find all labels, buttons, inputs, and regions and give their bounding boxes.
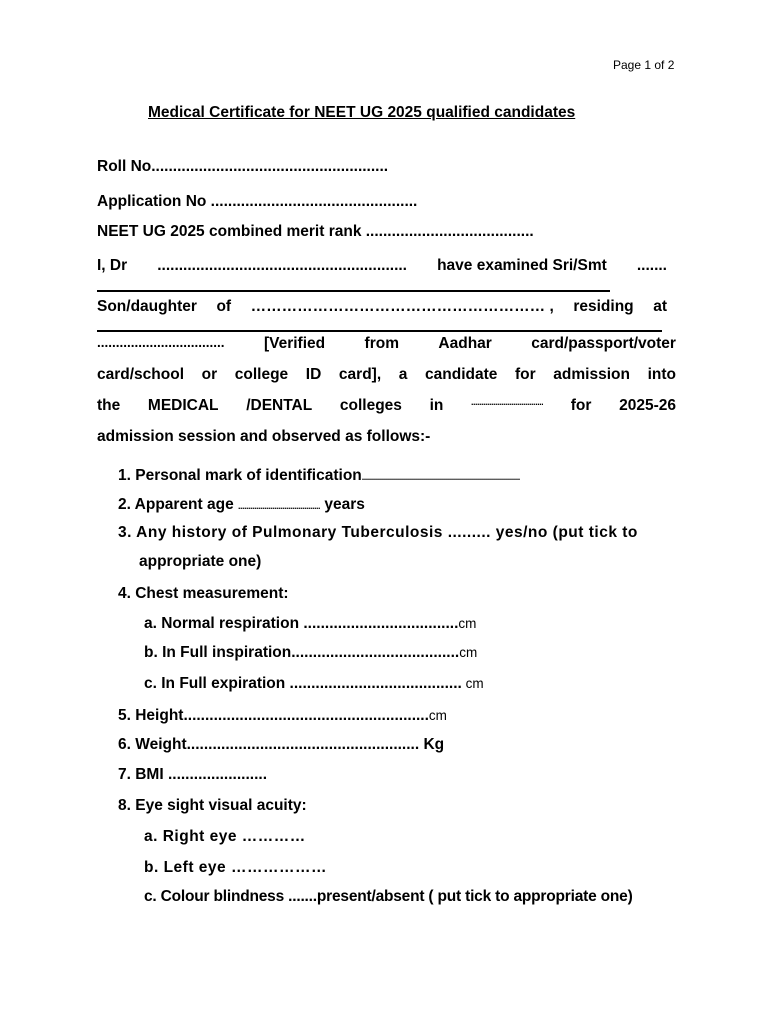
item-eye-sight: 8. Eye sight visual acuity: <box>118 797 307 814</box>
item-chest-measurement: 4. Chest measurement: <box>118 585 289 602</box>
card-line: card/school or college ID card], a candidate for admission into <box>97 366 676 383</box>
item-left-eye: b. Left eye ……………… <box>144 859 327 876</box>
colleges-line: the MEDICAL /DENTAL colleges in .................................... for 2025-26 <box>97 397 676 414</box>
item-right-eye: a. Right eye ………… <box>144 828 306 845</box>
roll-no-field: Roll No....................................................... <box>97 158 389 175</box>
son-daughter-line: Son/daughter of ………………………………………………… , residing at <box>97 298 667 315</box>
application-no-field: Application No ................................................ <box>97 193 418 210</box>
item-colour-blindness: c. Colour blindness .......present/absent ( put tick to appropriate one) <box>144 888 633 905</box>
item-tuberculosis: 3. Any history of Pulmonary Tuberculosis ......... yes/no (put tick to <box>118 524 638 541</box>
item-personal-mark: 1. Personal mark of identification............................................................................... <box>118 467 520 484</box>
item-full-inspiration: b. In Full inspiration.......................................cm <box>144 644 478 661</box>
examined-line: I, Dr .......................................................... have examined Sri/Smt ....... <box>97 257 667 274</box>
item-full-expiration: c. In Full expiration ........................................ cm <box>144 675 484 692</box>
item-height: 5. Height.........................................................cm <box>118 707 447 724</box>
admission-line: admission session and observed as follows:- <box>97 428 431 445</box>
underline-rule-1 <box>97 290 610 292</box>
item-apparent-age: 2. Apparent age ......................................... years <box>118 496 365 513</box>
page-number: Page 1 of 2 <box>613 58 675 72</box>
item-tuberculosis-cont: appropriate one) <box>139 553 262 570</box>
item-weight: 6. Weight...................................................... Kg <box>118 736 445 753</box>
certificate-title: Medical Certificate for NEET UG 2025 qualified candidates <box>148 104 576 121</box>
merit-rank-field: NEET UG 2025 combined merit rank ....................................... <box>97 223 534 240</box>
item-bmi: 7. BMI ....................... <box>118 766 267 783</box>
verified-line: .................................. [Verified from Aadhar card/passport/voter <box>97 335 676 352</box>
underline-rule-2 <box>97 330 662 332</box>
item-normal-respiration: a. Normal respiration ....................................cm <box>144 615 477 632</box>
